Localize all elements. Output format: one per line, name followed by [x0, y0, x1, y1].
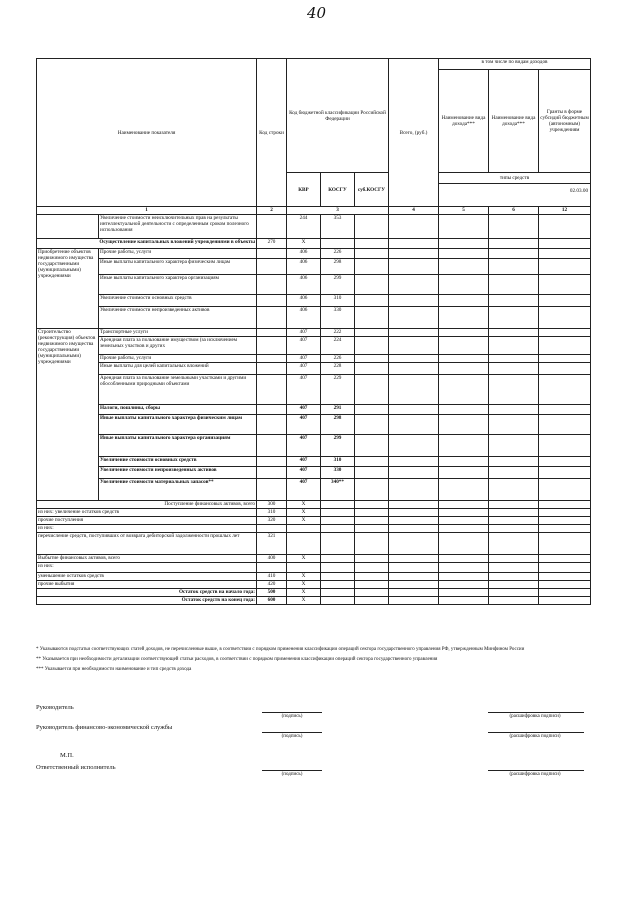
table-row	[37, 525, 591, 533]
row-code: 270	[257, 239, 287, 249]
row-name: Прочие работы, услуги	[99, 355, 257, 363]
sig-head-label: Руководитель	[36, 704, 74, 711]
row-x: X	[287, 597, 321, 605]
footnote-1: * Указываются подстатьи соответствующих статей доходов, не перечисленные выше, в соответствии с порядком применения классификации операций сектора государственного управления РФ, утвержденным Минфином России	[36, 647, 525, 652]
sig-executor-decode-line	[488, 770, 584, 771]
row-kvr: 407	[287, 405, 321, 415]
row-kosgu: 291	[321, 405, 355, 415]
table-row	[37, 501, 591, 509]
col-num-2: 2	[257, 207, 287, 215]
row-kvr: 407	[287, 467, 321, 479]
row-name: Увеличение стоимости непроизведенных активов	[99, 467, 257, 479]
plan-table	[36, 58, 591, 605]
row-x: X	[287, 589, 321, 597]
header-indicator-name: Наименование показателя	[37, 59, 257, 207]
row-kosgu: 340**	[321, 479, 355, 501]
row-name: Остаток средств на начало года:	[37, 589, 257, 597]
header-including: в том числе по видам доходов	[439, 59, 591, 70]
row-x	[287, 563, 321, 573]
sig-executor-caption: (подпись)	[281, 772, 303, 777]
header-funds-type: типы средств	[439, 173, 590, 184]
header-row-code: Код строки	[257, 59, 287, 207]
row-code: 300	[257, 501, 287, 509]
header-sub-kosgu: суб.КОСГУ	[355, 173, 389, 207]
row-name: Увеличение стоимости материальных запасов**	[99, 479, 257, 501]
row-name: Прочие работы, услуги	[99, 249, 257, 259]
row-name: Поступление финансовых активов, всего	[37, 501, 257, 509]
row-x: X	[287, 509, 321, 517]
header-budget-class: Код бюджетной классификации Российской Федерации	[287, 59, 389, 173]
row-name: Увеличение стоимости основных средств	[99, 457, 257, 467]
row-x: X	[287, 239, 321, 249]
row-kvr: 406	[287, 275, 321, 295]
col-num-4: 4	[389, 207, 439, 215]
row-kosgu: 299	[321, 275, 355, 295]
row-code: 310	[257, 509, 287, 517]
row-code: 600	[257, 597, 287, 605]
footnote-2: ** Указывается при необходимости детализации соответствующей статьи расходов, в соответствии с порядком применения классификации операций сектора государственного управления	[36, 657, 438, 662]
row-kosgu: 226	[321, 249, 355, 259]
row-kosgu: 353	[321, 215, 355, 239]
row-x	[287, 533, 321, 555]
row-kvr: 244	[287, 215, 321, 239]
sig-executor-line	[262, 770, 322, 771]
table-row	[37, 479, 591, 501]
sig-executor-label: Ответственный исполнитель	[36, 764, 116, 771]
table-row	[37, 517, 591, 525]
row-kosgu: 298	[321, 259, 355, 275]
table-row	[37, 329, 591, 337]
footnotes	[36, 647, 596, 677]
table-row	[37, 509, 591, 517]
sig-head-decode-caption: (расшифровка подписи)	[509, 714, 561, 719]
row-kvr: 407	[287, 415, 321, 435]
table-row	[37, 415, 591, 435]
row-kosgu: 226	[321, 355, 355, 363]
sig-head-line	[262, 712, 322, 713]
table-row	[37, 563, 591, 573]
row-name: Налоги, пошлины, сборы	[99, 405, 257, 415]
stamp-place: М.П.	[60, 752, 74, 759]
group-name: Приобретение объектов недвижимого имущества государственными (муниципальными) учреждениями	[37, 249, 99, 329]
table-row	[37, 533, 591, 555]
row-kosgu: 228	[321, 363, 355, 375]
table-row	[37, 215, 591, 239]
table-row	[37, 355, 591, 363]
row-kvr: 406	[287, 307, 321, 329]
row-name: уменьшение остатков средств	[37, 573, 257, 581]
table-row	[37, 275, 591, 295]
table-row	[37, 337, 591, 355]
table-row	[37, 239, 591, 249]
row-kosgu: 229	[321, 375, 355, 405]
row-kvr: 407	[287, 329, 321, 337]
col-num-12: 12	[539, 207, 591, 215]
row-name: Остаток средств на конец года:	[37, 597, 257, 605]
row-name: из них: увеличение остатков средств	[37, 509, 257, 517]
sig-finance-decode-line	[488, 732, 584, 733]
row-kosgu: 310	[321, 457, 355, 467]
header-kvr: КВР	[287, 173, 321, 207]
row-code: 410	[257, 573, 287, 581]
row-kvr: 407	[287, 355, 321, 363]
row-kosgu: 222	[321, 329, 355, 337]
row-code: 400	[257, 555, 287, 563]
col-num-3: 3	[287, 207, 389, 215]
row-name: Иные выплаты капитального характера организациям	[99, 435, 257, 457]
table-row	[37, 307, 591, 329]
row-name: Осуществление капитальных вложений учреждениями в объекты	[37, 239, 257, 249]
row-name: Транспортные услуги	[99, 329, 257, 337]
row-kvr: 406	[287, 259, 321, 275]
row-name: прочие выбытия	[37, 581, 257, 589]
sig-finance-caption: (подпись)	[281, 734, 303, 739]
row-code: 420	[257, 581, 287, 589]
row-name: Арендная плата за пользование земельными участками и другими обособленными природными объектами	[99, 375, 257, 405]
row-kvr: 407	[287, 363, 321, 375]
table-row	[37, 363, 591, 375]
sig-executor-decode-caption: (расшифровка подписи)	[509, 772, 561, 777]
table-row	[37, 467, 591, 479]
table-row	[37, 555, 591, 563]
table-row	[37, 295, 591, 307]
row-name: Иные выплаты для целей капитальных вложений	[99, 363, 257, 375]
row-kosgu: 330	[321, 467, 355, 479]
table-row	[37, 573, 591, 581]
row-kosgu: 299	[321, 435, 355, 457]
table-row	[37, 435, 591, 457]
row-code: 321	[257, 533, 287, 555]
sig-finance-label: Руководитель финансово-экономической службы	[36, 724, 173, 731]
header-funds-code: 02.03.00	[569, 188, 589, 194]
table-row	[37, 405, 591, 415]
row-x: X	[287, 573, 321, 581]
row-kosgu: 298	[321, 415, 355, 435]
row-x: X	[287, 501, 321, 509]
col-num-1: 1	[37, 207, 257, 215]
table-row	[37, 249, 591, 259]
row-code: 500	[257, 589, 287, 597]
sig-finance-decode-caption: (расшифровка подписи)	[509, 734, 561, 739]
row-code	[257, 563, 287, 573]
row-kvr: 407	[287, 457, 321, 467]
row-name: прочие поступления	[37, 517, 257, 525]
row-name: Увеличение стоимости неисключительных прав на результаты интеллектуальной деятельности с определенным сроком полезного использования	[99, 215, 257, 239]
row-kosgu: 224	[321, 337, 355, 355]
row-name: Арендная плата за пользование имуществом (за исключением земельных участков и других	[99, 337, 257, 355]
header-grants: Гранты в форме субсидий бюджетным (автономным) учреждениям	[539, 70, 591, 173]
row-x	[287, 525, 321, 533]
sig-head-decode-line	[488, 712, 584, 713]
footnote-3: *** Указывается при необходимости наименование и тип средств дохода	[36, 667, 192, 672]
group-name: Строительство (реконструкция) объектов недвижимого имущества государственными (муниципальными) учреждениями	[37, 329, 99, 501]
row-code: 320	[257, 517, 287, 525]
row-name: из них:	[37, 525, 257, 533]
row-kvr: 407	[287, 435, 321, 457]
row-name: Увеличение стоимости непроизведенных активов	[99, 307, 257, 329]
row-code	[257, 525, 287, 533]
table-row	[37, 581, 591, 589]
col-num-5: 5	[439, 207, 489, 215]
row-kvr: 407	[287, 337, 321, 355]
row-x: X	[287, 517, 321, 525]
row-name: Увеличение стоимости основных средств	[99, 295, 257, 307]
row-name: перечисление средств, поступивших от возврата дебиторской задолженности прошлых лет	[37, 533, 257, 555]
row-kvr: 407	[287, 479, 321, 501]
row-kosgu: 310	[321, 295, 355, 307]
header-income-type-1: Наименование вида дохода***	[439, 70, 489, 173]
row-name: Иные выплаты капитального характера физическим лицам	[99, 259, 257, 275]
row-kosgu: 330	[321, 307, 355, 329]
header-income-type-2: Наименование вида дохода***	[489, 70, 539, 173]
row-kvr: 406	[287, 249, 321, 259]
header-kosgu: КОСГУ	[321, 173, 355, 207]
row-x: X	[287, 555, 321, 563]
table-row	[37, 375, 591, 405]
row-name: из них:	[37, 563, 257, 573]
sig-head-caption: (подпись)	[281, 714, 303, 719]
table-row	[37, 597, 591, 605]
sig-finance-line	[262, 732, 322, 733]
page-number: 40	[307, 4, 327, 22]
row-kvr: 407	[287, 375, 321, 405]
table-row	[37, 589, 591, 597]
table-row	[37, 457, 591, 467]
row-kvr: 406	[287, 295, 321, 307]
row-name: Иные выплаты капитального характера физическим лицам	[99, 415, 257, 435]
row-x: X	[287, 581, 321, 589]
row-name: Иные выплаты капитального характера организациям	[99, 275, 257, 295]
row-name: Выбытие финансовых активов, всего	[37, 555, 257, 563]
col-num-6: 6	[489, 207, 539, 215]
table-row	[37, 259, 591, 275]
header-total: Всего, (руб.)	[389, 59, 439, 207]
